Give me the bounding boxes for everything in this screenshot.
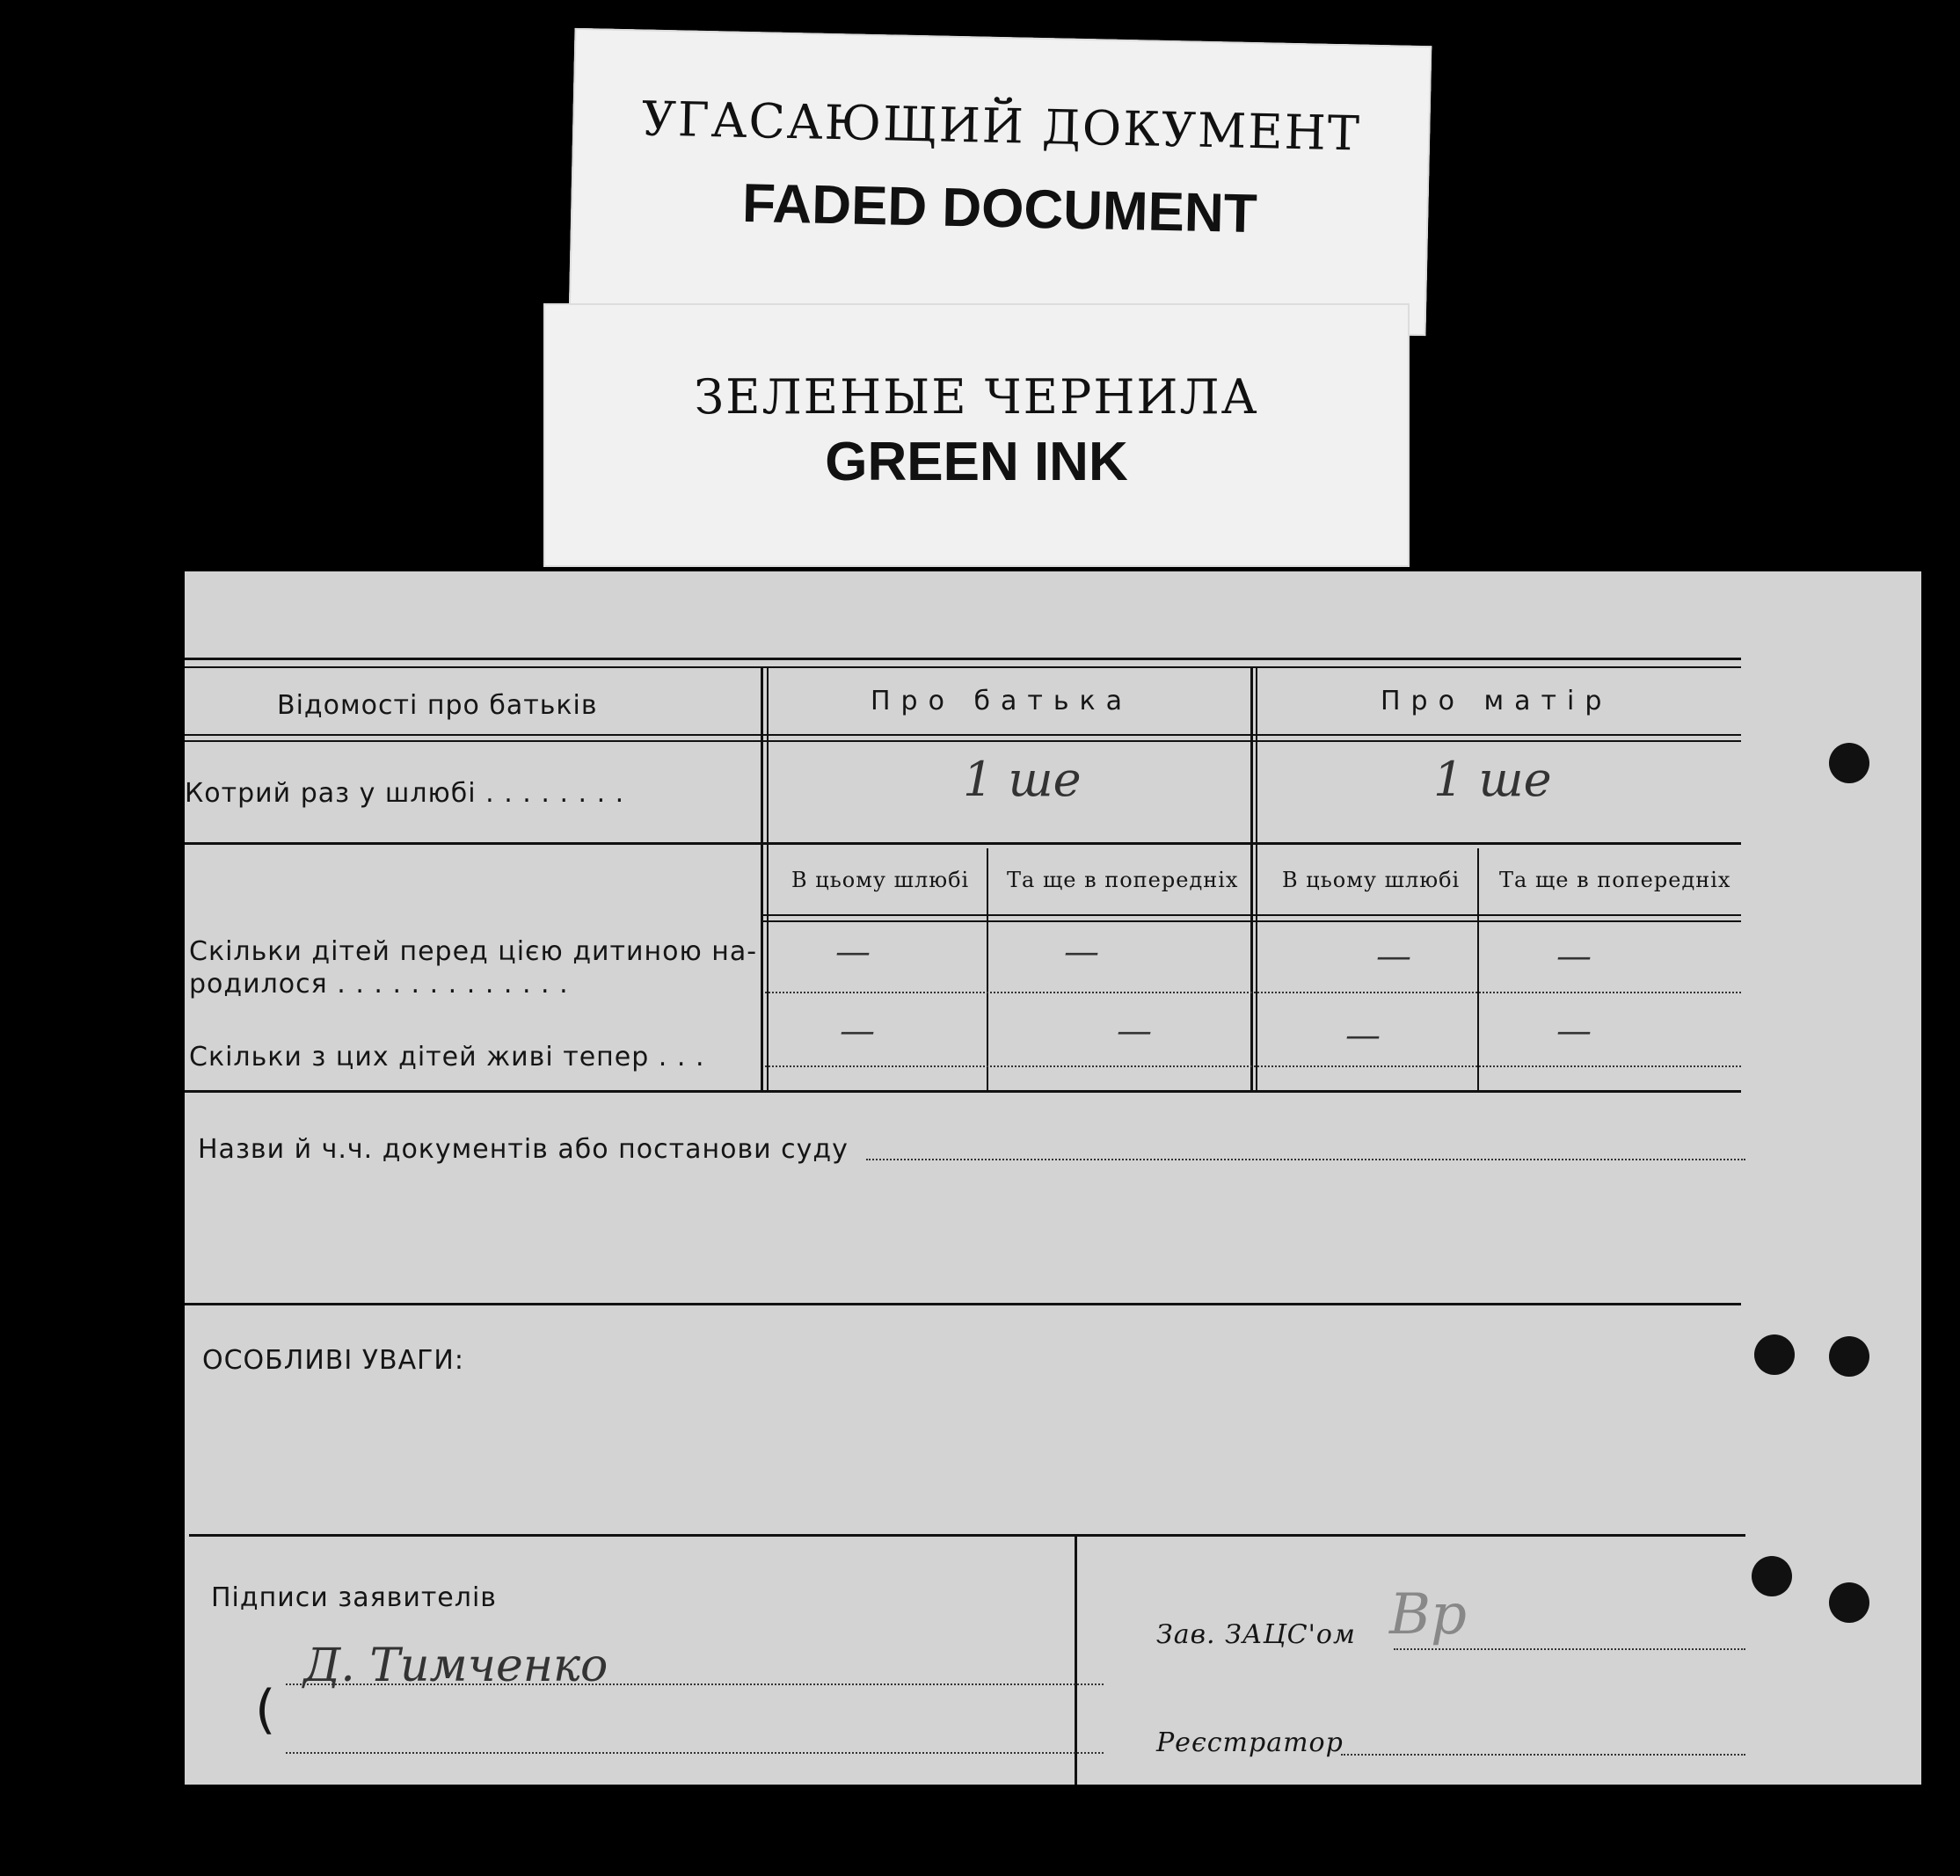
punch-hole bbox=[1829, 1336, 1869, 1377]
subheader-mother-prev: Та ще в попередніх bbox=[1499, 868, 1731, 892]
mother-marriage-value: 1 ше bbox=[1433, 752, 1552, 807]
registrar-label: Реєстратор bbox=[1156, 1727, 1344, 1758]
children-born-father-prev: — bbox=[1064, 932, 1099, 972]
children-alive-mother-prev: — bbox=[1556, 1011, 1592, 1051]
punch-hole bbox=[1754, 1334, 1795, 1375]
marriage-count-label: Котрий раз у шлюбі . . . . . . . . bbox=[185, 778, 625, 809]
subheader-father-this: В цьому шлюбі bbox=[791, 868, 970, 892]
header-father: Про батька bbox=[871, 686, 1133, 716]
faded-document-en: FADED DOCUMENT bbox=[741, 172, 1258, 245]
documents-label: Назви й ч.ч. документів або постанови суду bbox=[198, 1134, 849, 1165]
children-born-label-1: Скільки дітей перед цією дитиною на- bbox=[189, 936, 758, 967]
children-born-label-2: родилося . . . . . . . . . . . . . bbox=[189, 969, 569, 1000]
head-signature: Вр bbox=[1389, 1582, 1467, 1647]
children-alive-father-prev: — bbox=[1117, 1011, 1152, 1051]
children-alive-mother-this: — bbox=[1345, 1015, 1381, 1056]
faded-document-card bbox=[569, 28, 1432, 336]
registry-form bbox=[185, 571, 1921, 1785]
father-marriage-value: 1 ше bbox=[963, 752, 1082, 807]
punch-hole bbox=[1829, 743, 1869, 783]
special-notes-label: ОСОБЛИВІ УВАГИ: bbox=[202, 1345, 464, 1376]
green-ink-en: GREEN INK bbox=[825, 432, 1128, 492]
green-ink-ru: ЗЕЛЕНЫЕ ЧЕРНИЛА bbox=[694, 369, 1259, 425]
head-label: Зав. ЗАЦС'ом bbox=[1156, 1619, 1356, 1650]
bracket-mark: ( bbox=[255, 1679, 277, 1741]
subheader-mother-this: В цьому шлюбі bbox=[1282, 868, 1461, 892]
children-born-mother-this: — bbox=[1376, 936, 1411, 977]
children-alive-label: Скільки з цих дітей живі тепер . . . bbox=[189, 1042, 705, 1073]
punch-hole bbox=[1829, 1582, 1869, 1623]
applicant-signature: Д. Тимченко bbox=[303, 1640, 608, 1692]
header-info: Відомості про батьків bbox=[277, 690, 598, 721]
green-ink-card bbox=[543, 303, 1410, 567]
faded-document-ru: УГАСАЮЩИЙ ДОКУМЕНТ bbox=[641, 91, 1362, 162]
subheader-father-prev: Та ще в попередніх bbox=[1007, 868, 1239, 892]
header-mother: Про матір bbox=[1381, 686, 1613, 716]
children-born-mother-prev: — bbox=[1556, 936, 1592, 977]
children-alive-father-this: — bbox=[840, 1011, 875, 1051]
children-born-father-this: — bbox=[835, 932, 871, 972]
applicants-signature-label: Підписи заявителів bbox=[211, 1582, 497, 1613]
punch-hole bbox=[1752, 1556, 1792, 1596]
